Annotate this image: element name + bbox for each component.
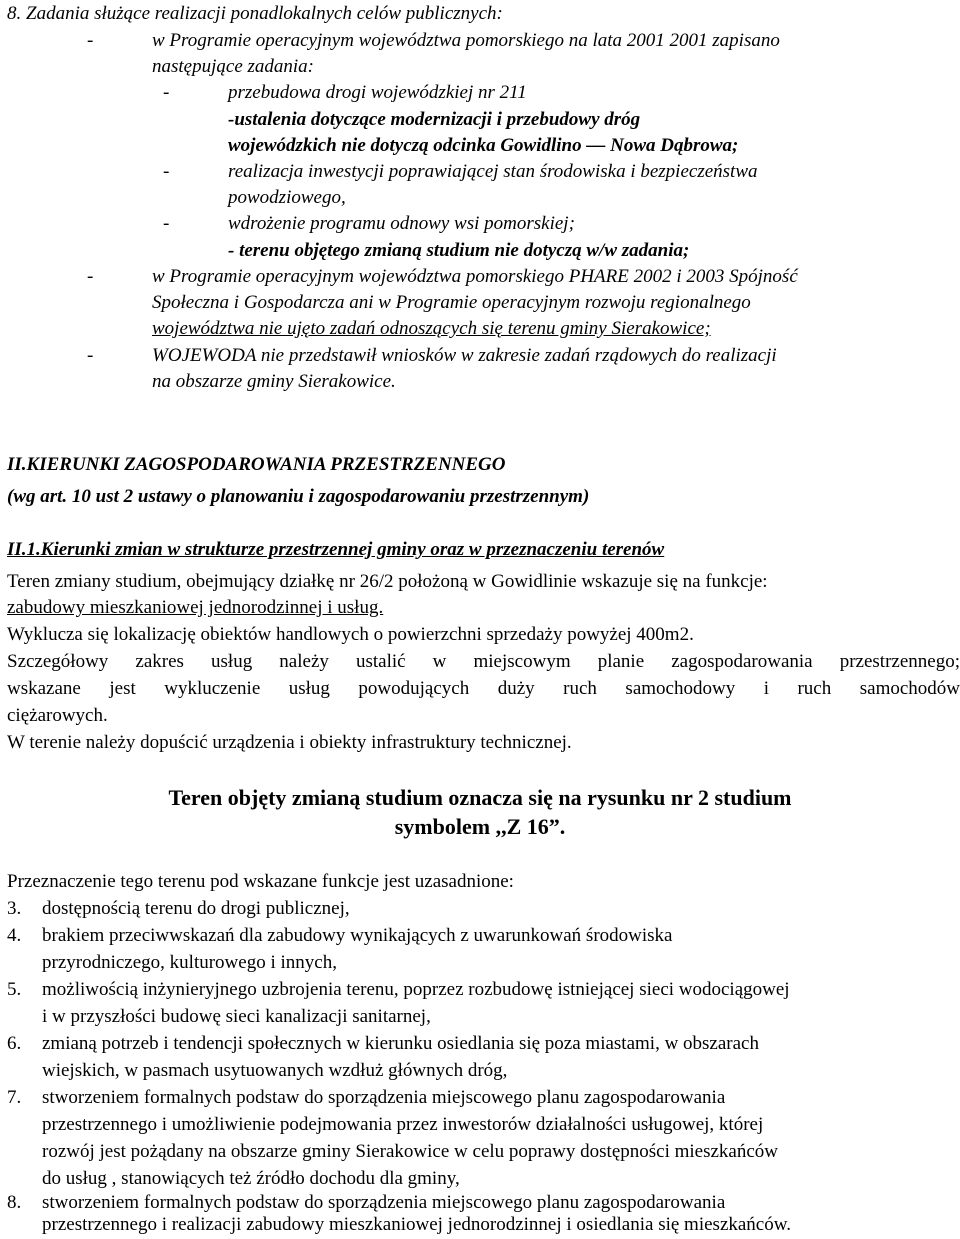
- section-2-1-heading: II.1.Kierunki zmian w strukturze przestrzennej gminy oraz w przeznaczeniu terenów: [7, 539, 665, 560]
- list-item-line: przyrodniczego, kulturowego i innych,: [42, 952, 337, 973]
- list-item-line: możliwością inżynieryjnego uzbrojenia terenu, poprzez rozbudowę istniejącej sieci wodociągowej: [42, 979, 790, 1000]
- list-item-line: dostępnością terenu do drogi publicznej,: [42, 898, 350, 919]
- program-paragraph-line: w Programie operacyjnym województwa pomorskiego na lata 2001 2001 zapisano: [152, 30, 780, 51]
- list-item-number: 8.: [7, 1192, 22, 1213]
- list-item-line: do usług , stanowiących też źródło dochodu dla gminy,: [42, 1168, 460, 1189]
- bullet-dash: -: [163, 213, 170, 234]
- task-item: przebudowa drogi wojewódzkiej nr 211: [228, 82, 527, 103]
- list-item-line: przestrzennego i realizacji zabudowy mieszkaniowej jednorodzinnej i osiedlania się mieszkańców.: [42, 1214, 791, 1235]
- phare-paragraph-line: w Programie operacyjnym województwa pomorskiego PHARE 2002 i 2003 Spójność: [152, 266, 798, 287]
- task-note-line: wojewódzkich nie dotyczą odcinka Gowidlino — Nowa Dąbrowa;: [228, 135, 739, 156]
- task-item: realizacja inwestycji poprawiającej stan środowiska i bezpieczeństwa: [228, 161, 758, 182]
- bullet-dash: -: [163, 161, 170, 182]
- body-paragraph-line: Wyklucza się lokalizację obiektów handlowych o powierzchni sprzedaży powyżej 400m2.: [7, 624, 694, 645]
- body-paragraph-line: wskazane jest wykluczenie usług powodujących duży ruch samochodowy i ruch samochodów: [7, 678, 960, 699]
- body-paragraph-line: zabudowy mieszkaniowej jednorodzinnej i usług.: [7, 597, 384, 618]
- list-item-number: 4.: [7, 925, 22, 946]
- list-item-number: 6.: [7, 1033, 22, 1054]
- task-note-line: - terenu objętego zmianą studium nie dotyczą w/w zadania;: [228, 240, 690, 261]
- body-paragraph-line: Teren zmiany studium, obejmujący działkę nr 26/2 położoną w Gowidlinie wskazuje się na funkcje:: [7, 571, 768, 592]
- task-item-cont: powodziowego,: [228, 187, 346, 208]
- body-paragraph-line: W terenie należy dopuścić urządzenia i obiekty infrastruktury technicznej.: [7, 732, 572, 753]
- phare-paragraph-line: Społeczna i Gospodarcza ani w Programie operacyjnym rozwoju regionalnego: [152, 292, 751, 313]
- symbol-statement-line: symbolem ,,Z 16”.: [394, 814, 566, 839]
- list-item-line: wiejskich, w pasmach usytuowanych wzdłuż głównych dróg,: [42, 1060, 508, 1081]
- list-item-line: rozwój jest pożądany na obszarze gminy Sierakowice w celu poprawy dostępności mieszkańców: [42, 1141, 779, 1162]
- list-item-line: stworzeniem formalnych podstaw do sporządzenia miejscowego planu zagospodarowania: [42, 1087, 726, 1108]
- task-note-line: -ustalenia dotyczące modernizacji i przebudowy dróg: [228, 109, 641, 130]
- wojewoda-paragraph-line: WOJEWODA nie przedstawił wniosków w zakresie zadań rządowych do realizacji: [152, 345, 777, 366]
- list-item-number: 7.: [7, 1087, 22, 1108]
- list-item-number: 5.: [7, 979, 22, 1000]
- program-paragraph-line: następujące zadania:: [152, 56, 315, 77]
- list-item-line: zmianą potrzeb i tendencji społecznych w kierunku osiedlania się poza miastami, w obszarach: [42, 1033, 759, 1054]
- bullet-dash: -: [87, 30, 94, 51]
- body-paragraph-line: ciężarowych.: [7, 705, 108, 726]
- list-item-line: stworzeniem formalnych podstaw do sporządzenia miejscowego planu zagospodarowania: [42, 1192, 726, 1213]
- bullet-dash: -: [163, 82, 170, 103]
- list-item-line: i w przyszłości budowę sieci kanalizacji sanitarnej,: [42, 1006, 431, 1027]
- section-8-heading: 8. Zadania służące realizacji ponadlokalnych celów publicznych:: [7, 3, 503, 24]
- symbol-statement-line: Teren objęty zmianą studium oznacza się na rysunku nr 2 studium: [168, 785, 792, 810]
- task-item: wdrożenie programu odnowy wsi pomorskiej;: [228, 213, 575, 234]
- justification-intro: Przeznaczenie tego terenu pod wskazane funkcje jest uzasadnione:: [7, 871, 514, 892]
- bullet-dash: -: [87, 345, 94, 366]
- phare-paragraph-line: województwa nie ujęto zadań odnoszących się terenu gminy Sierakowice;: [152, 318, 711, 339]
- wojewoda-paragraph-line: na obszarze gminy Sierakowice.: [152, 371, 396, 392]
- section-2-title: II.KIERUNKI ZAGOSPODAROWANIA PRZESTRZENNEGO: [7, 454, 506, 475]
- section-2-subtitle: (wg art. 10 ust 2 ustawy o planowaniu i zagospodarowaniu przestrzennym): [7, 486, 590, 507]
- list-item-line: brakiem przeciwwskazań dla zabudowy wynikających z uwarunkowań środowiska: [42, 925, 673, 946]
- list-item-number: 3.: [7, 898, 22, 919]
- body-paragraph-line: Szczegółowy zakres usług należy ustalić w miejscowym planie zagospodarowania przestrzennego;: [7, 651, 960, 672]
- list-item-line: przestrzennego i umożliwienie podejmowania przez inwestorów działalności usługowej, której: [42, 1114, 764, 1135]
- bullet-dash: -: [87, 266, 94, 287]
